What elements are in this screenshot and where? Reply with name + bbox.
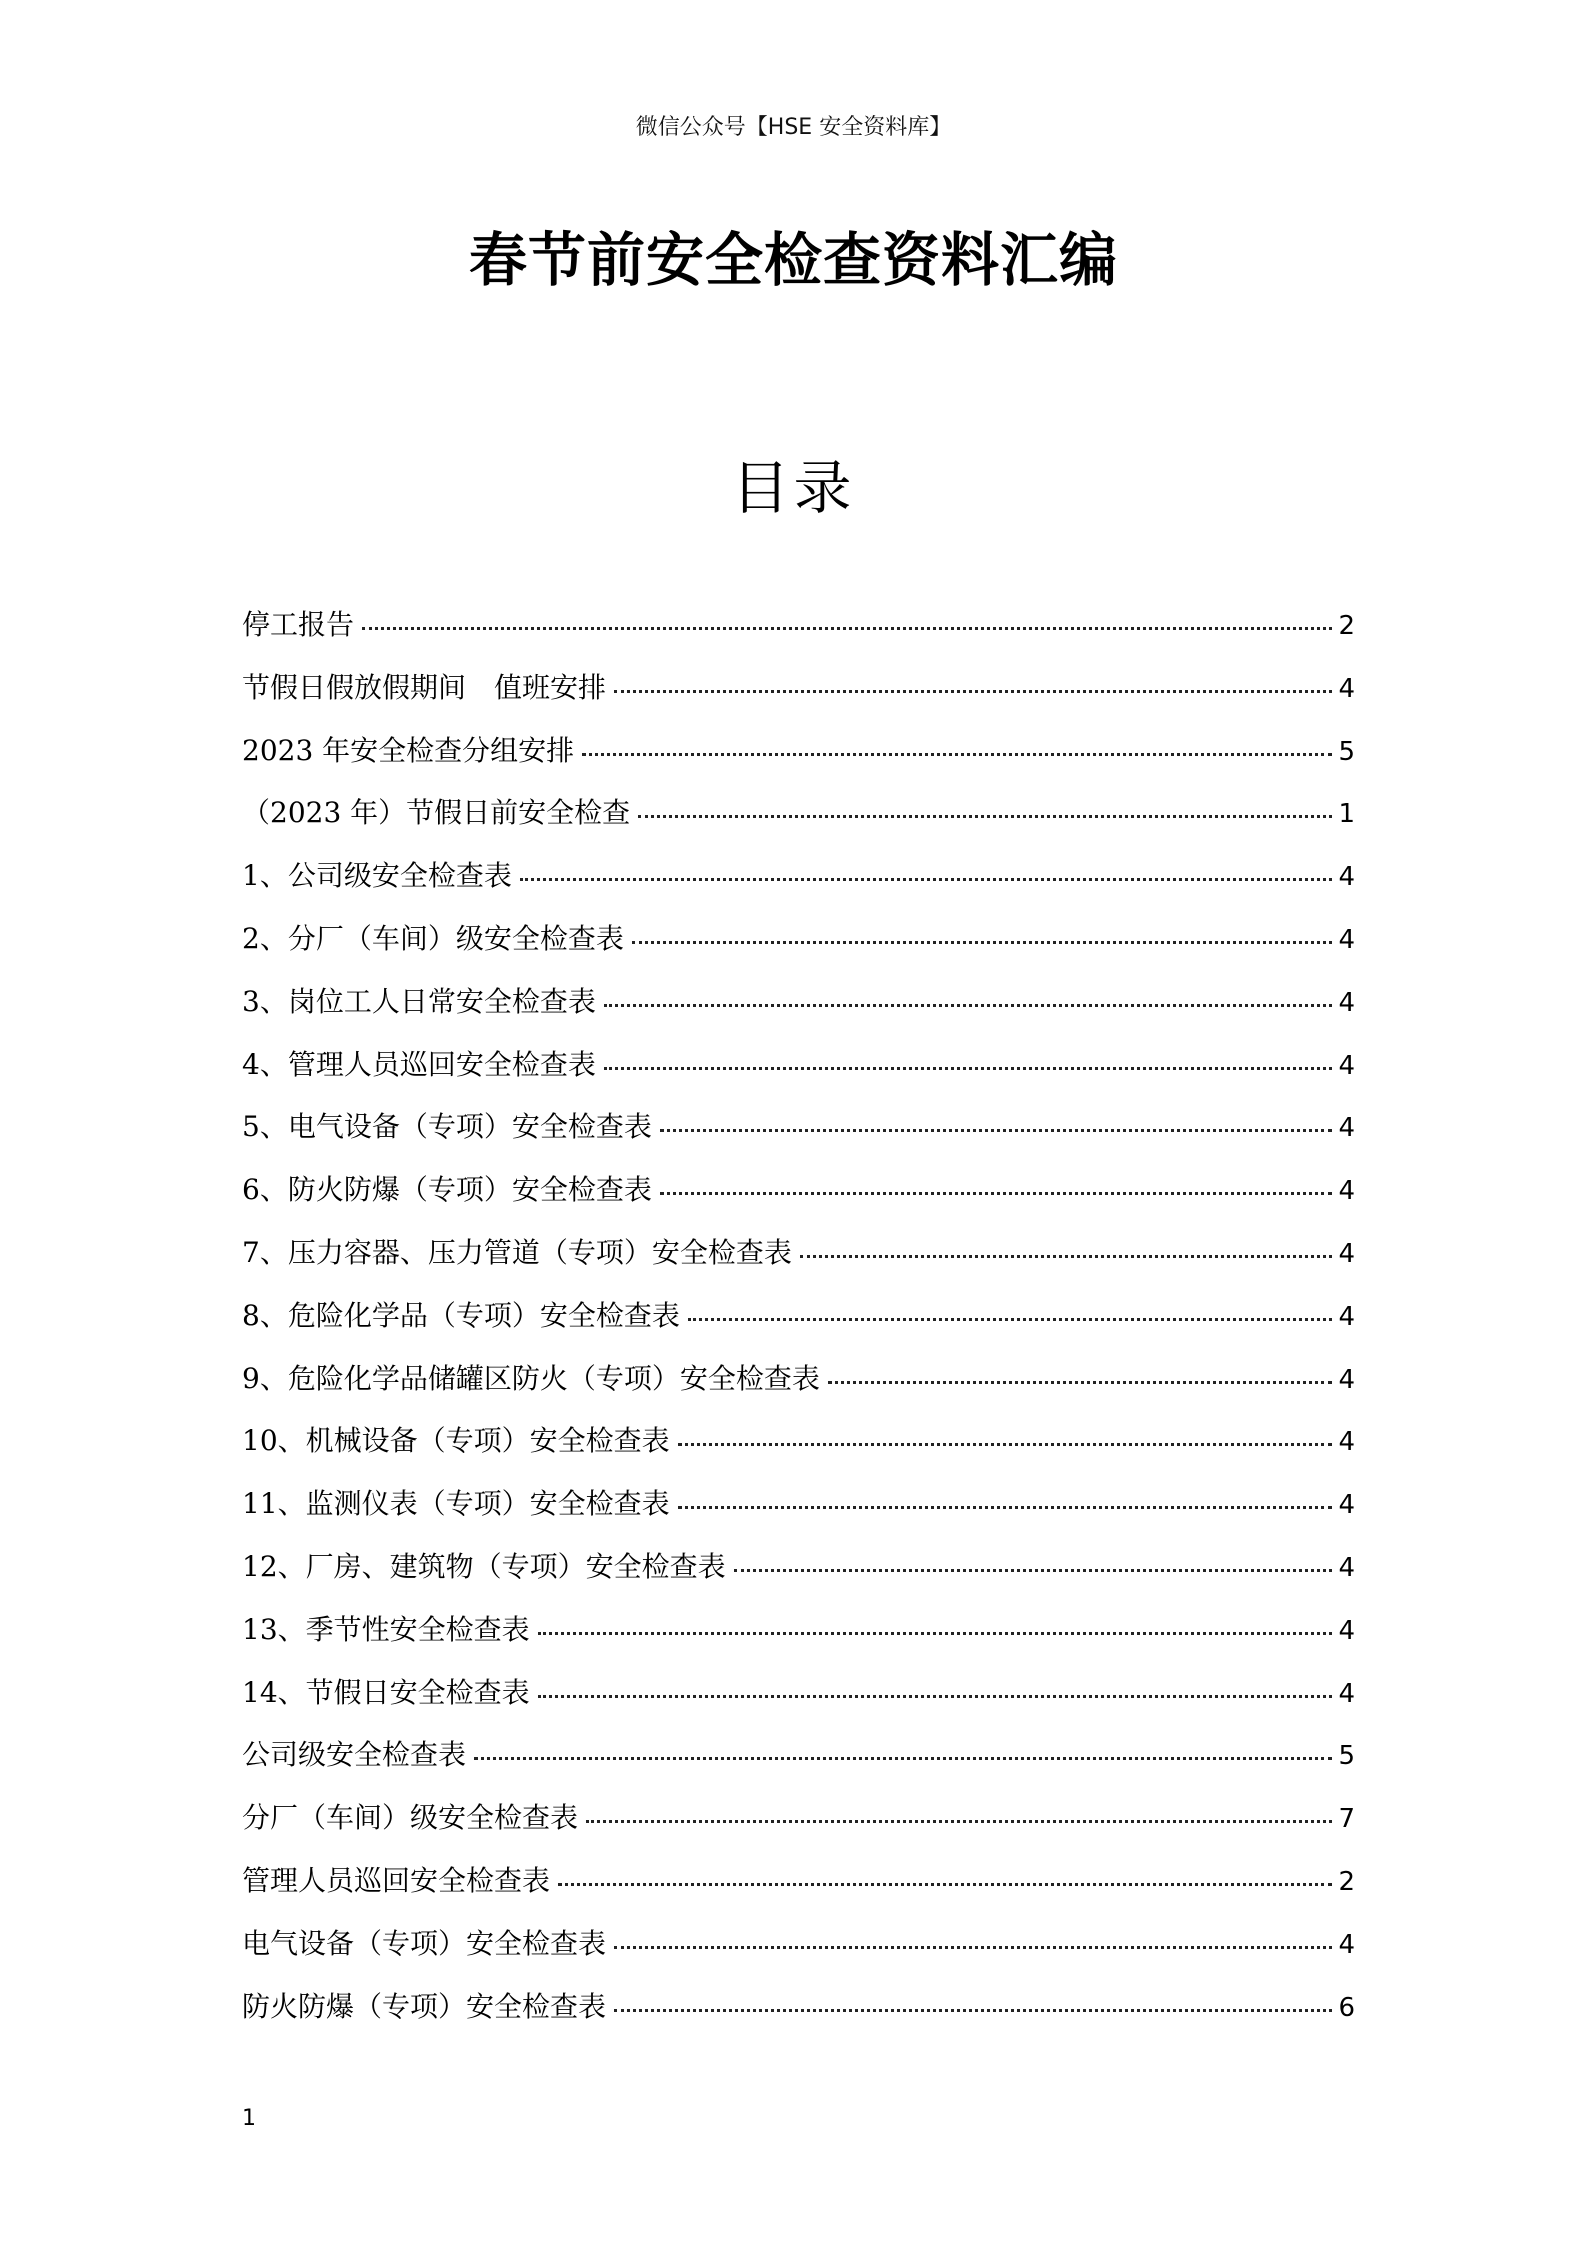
toc-entry-page: 4 [1338, 987, 1355, 1018]
toc-entry-label: 防火防爆（专项）安全检查表 [242, 1989, 607, 2023]
toc-entry-page: 5 [1338, 736, 1355, 767]
toc-dot-leader [586, 1820, 1332, 1823]
toc-dot-leader [520, 878, 1333, 881]
toc-entry[interactable] [242, 657, 1355, 720]
toc-entry[interactable] [242, 845, 1355, 908]
toc-entry-label: （2023 年）节假日前安全检查 [242, 796, 631, 830]
toc-entry-label: 13、季节性安全检查表 [242, 1612, 530, 1646]
toc-entry-page: 4 [1338, 1113, 1355, 1144]
toc-entry-label: 6、防火防爆（专项）安全检查表 [242, 1173, 652, 1207]
toc-dot-leader [558, 1883, 1332, 1886]
toc-heading: 目录 [731, 454, 856, 522]
toc-entry-label: 5、电气设备（专项）安全检查表 [242, 1110, 652, 1144]
toc-entry[interactable] [242, 1662, 1355, 1725]
toc-dot-leader [614, 2009, 1332, 2012]
toc-entry-page: 4 [1338, 1427, 1355, 1458]
toc-dot-leader [474, 1757, 1332, 1760]
toc-entry-page: 4 [1338, 924, 1355, 955]
toc-entry-page: 4 [1338, 1176, 1355, 1207]
toc-dot-leader [678, 1506, 1333, 1509]
toc-dot-leader [638, 815, 1332, 818]
toc-entry-label: 2、分厂（车间）级安全检查表 [242, 921, 624, 955]
toc-dot-leader [538, 1695, 1333, 1698]
toc-entry-page: 4 [1338, 1929, 1355, 1960]
toc-entry-label: 停工报告 [242, 608, 355, 641]
toc-entry-label: 11、监测仪表（专项）安全检查表 [242, 1487, 670, 1521]
toc-entry-page: 4 [1338, 1364, 1355, 1395]
toc-entry-label: 节假日假放假期间 值班安排 [242, 670, 607, 704]
toc-entry[interactable] [242, 1913, 1355, 1976]
toc-entry-page: 4 [1338, 1552, 1355, 1583]
toc-dot-leader [800, 1255, 1333, 1258]
toc-entry[interactable] [242, 1599, 1355, 1662]
page-header: 微信公众号【HSE 安全资料库】 [635, 115, 952, 140]
toc-dot-leader [582, 753, 1332, 756]
toc-entry-page: 2 [1338, 1866, 1355, 1897]
toc-entry-page: 4 [1338, 862, 1355, 893]
toc-entry-page: 2 [1338, 611, 1355, 641]
toc-entry[interactable] [242, 1410, 1355, 1473]
toc-entry-label: 8、危险化学品（专项）安全检查表 [242, 1298, 680, 1332]
toc-entry[interactable] [242, 1348, 1355, 1411]
table-of-contents [242, 594, 1355, 2038]
toc-dot-leader [660, 1129, 1333, 1132]
toc-entry-label: 14、节假日安全检查表 [242, 1675, 530, 1709]
toc-dot-leader [828, 1381, 1333, 1384]
toc-dot-leader [678, 1443, 1333, 1446]
toc-entry-label: 3、岗位工人日常安全检查表 [242, 984, 596, 1018]
toc-entry[interactable] [242, 1976, 1355, 2039]
toc-entry-page: 4 [1338, 1615, 1355, 1646]
toc-dot-leader [604, 1004, 1333, 1007]
toc-dot-leader [538, 1632, 1333, 1635]
toc-dot-leader [688, 1318, 1333, 1321]
toc-entry-page: 4 [1338, 1238, 1355, 1269]
toc-entry-label: 管理人员巡回安全检查表 [242, 1863, 551, 1897]
toc-dot-leader [614, 690, 1332, 693]
toc-entry[interactable] [242, 782, 1355, 845]
toc-dot-leader [604, 1067, 1333, 1070]
toc-entry[interactable] [242, 594, 1355, 657]
toc-entry[interactable] [242, 971, 1355, 1034]
toc-entry-page: 1 [1338, 799, 1355, 830]
toc-entry-page: 4 [1338, 673, 1355, 704]
toc-entry-label: 9、危险化学品储罐区防火（专项）安全检查表 [242, 1361, 820, 1395]
toc-dot-leader [362, 627, 1332, 630]
toc-entry-page: 6 [1338, 1992, 1355, 2023]
toc-entry-page: 4 [1338, 1301, 1355, 1332]
toc-entry[interactable] [242, 1536, 1355, 1599]
toc-entry-page: 4 [1338, 1050, 1355, 1081]
toc-entry-page: 4 [1338, 1490, 1355, 1521]
toc-entry[interactable] [242, 1034, 1355, 1097]
page-number: 1 [242, 2106, 256, 2131]
toc-entry-label: 分厂（车间）级安全检查表 [242, 1801, 579, 1835]
toc-entry[interactable] [242, 1787, 1355, 1850]
toc-entry-label: 4、管理人员巡回安全检查表 [242, 1047, 596, 1081]
toc-entry-label: 10、机械设备（专项）安全检查表 [242, 1424, 670, 1458]
toc-entry[interactable] [242, 908, 1355, 971]
toc-dot-leader [614, 1946, 1332, 1949]
toc-entry-label: 2023 年安全检查分组安排 [242, 733, 575, 767]
toc-entry[interactable] [242, 1222, 1355, 1285]
toc-dot-leader [632, 941, 1333, 944]
toc-dot-leader [734, 1569, 1333, 1572]
document-title: 春节前安全检查资料汇编 [468, 226, 1118, 294]
toc-entry-page: 7 [1338, 1804, 1355, 1835]
toc-entry-page: 4 [1338, 1678, 1355, 1709]
toc-entry[interactable] [242, 1724, 1355, 1787]
toc-entry[interactable] [242, 1096, 1355, 1159]
toc-entry[interactable] [242, 1850, 1355, 1913]
toc-entry-label: 12、厂房、建筑物（专项）安全检查表 [242, 1549, 726, 1583]
toc-entry[interactable] [242, 1473, 1355, 1536]
toc-entry[interactable] [242, 1159, 1355, 1222]
toc-entry[interactable] [242, 720, 1355, 783]
toc-entry[interactable] [242, 1285, 1355, 1348]
toc-entry-label: 电气设备（专项）安全检查表 [242, 1926, 607, 1960]
toc-entry-label: 1、公司级安全检查表 [242, 859, 512, 893]
toc-entry-label: 7、压力容器、压力管道（专项）安全检查表 [242, 1235, 792, 1269]
toc-dot-leader [660, 1192, 1333, 1195]
toc-entry-label: 公司级安全检查表 [242, 1738, 467, 1772]
toc-entry-page: 5 [1338, 1741, 1355, 1772]
